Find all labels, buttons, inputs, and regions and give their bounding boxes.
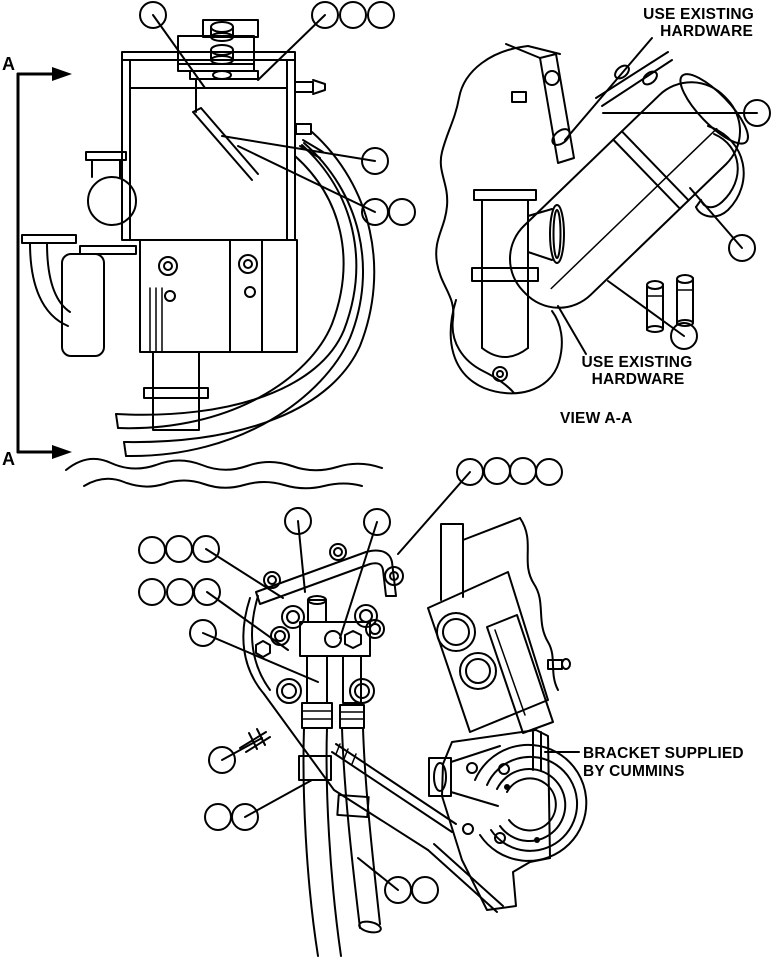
break-line [66,459,382,488]
callout-balloon [368,2,394,28]
engine-body [122,52,325,240]
section-arrow-bottom-head [52,445,72,459]
lower-engine-body [140,240,297,352]
leader-line [207,592,288,650]
label-use-existing-hardware-bottom-line1: USE EXISTING [581,354,693,371]
label-bracket-supplied-line2: BY CUMMINS [583,763,685,780]
callout-balloon [139,537,165,563]
leader-line [238,146,375,212]
turbo-inlet-circle [88,177,136,225]
label-bracket-supplied-line1: BRACKET SUPPLIED [583,745,744,762]
exhaust-pedestal [144,352,208,430]
section-letter-bottom: A [2,449,15,469]
leader-line [565,38,652,140]
label-use-existing-hardware-top-line1: USE EXISTING [643,6,754,23]
bottom-view [240,518,586,956]
flywheel-bracket [429,730,586,910]
bottom-shield [451,300,562,393]
callout-balloon [510,458,536,484]
callout-balloon [205,804,231,830]
label-use-existing-hardware-top-line2: HARDWARE [660,23,753,40]
callout-balloon [536,459,562,485]
label-view-a-a: VIEW A-A [560,410,633,427]
mounting-bracket [178,20,258,79]
turbo-and-canister [22,152,136,356]
hoses-bottom-view [299,728,382,956]
hanger-bracket [506,44,574,163]
engine-block [428,518,570,733]
callout-balloon [166,536,192,562]
leader-line [258,15,325,80]
callout-balloon [167,579,193,605]
inlet-tube [472,190,564,357]
view-a-a [436,44,759,393]
section-letter-top: A [2,54,15,74]
callout-balloon [484,458,510,484]
callout-balloon [139,579,165,605]
side-view [22,20,382,488]
leader-line [398,472,470,554]
leader-line [690,188,742,248]
label-use-existing-hardware-bottom-line2: HARDWARE [591,371,685,388]
callout-balloon [340,2,366,28]
callout-balloon [389,199,415,225]
section-arrow-top-head [52,67,72,81]
leader-line [358,858,398,890]
muffler-capsule [491,63,759,327]
leader-line [245,780,312,817]
callout-balloon [412,877,438,903]
